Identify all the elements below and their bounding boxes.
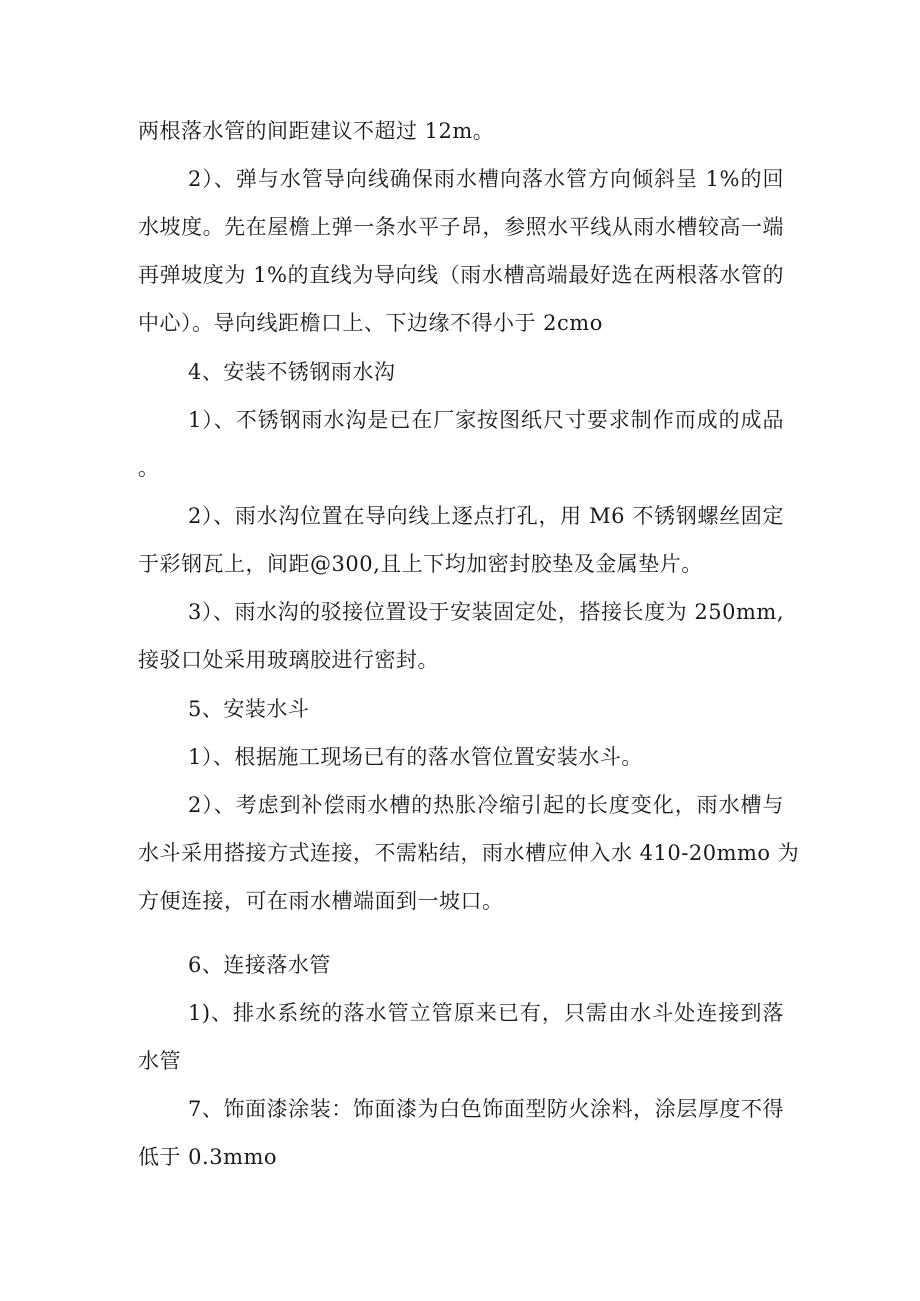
text-line: 水斗采用搭接方式连接，不需粘结，雨水槽应伸入水 410-20mmo 为 [138, 841, 800, 865]
text-line: 3）、雨水沟的驳接位置设于安装固定处，搭接长度为 250mm, [188, 600, 784, 624]
text-line: 中心）。导向线距檐口上、下边缘不得小于 2cmo [138, 311, 603, 335]
text-line: 再弹坡度为 1%的直线为导向线（雨水槽高端最好选在两根落水管的 [138, 263, 784, 287]
text-line: 于彩钢瓦上，间距@300,且上下均加密封胶垫及金属垫片。 [138, 552, 703, 576]
text-line: 2）、雨水沟位置在导向线上逐点打孔，用 M6 不锈钢螺丝固定 [188, 504, 784, 528]
text-line: 水坡度。先在屋檐上弹一条水平子昂，参照水平线从雨水槽较高一端 [138, 215, 784, 239]
text-line: 2）、考虑到补偿雨水槽的热胀冷缩引起的长度变化，雨水槽与 [188, 793, 784, 817]
text-line: 1）、根据施工现场已有的落水管位置安装水斗。 [188, 745, 643, 769]
text-line: 7、饰面漆涂装：饰面漆为白色饰面型防火涂料，涂层厚度不得 [188, 1097, 784, 1121]
text-line: 方便连接，可在雨水槽端面到一坡口。 [138, 889, 504, 913]
text-line: 。 [138, 456, 160, 480]
text-line: 两根落水管的间距建议不超过 12m。 [138, 119, 495, 143]
text-line: 1）、不锈钢雨水沟是已在厂家按图纸尺寸要求制作而成的成品 [188, 408, 784, 432]
text-line: 2）、弹与水管导向线确保雨水槽向落水管方向倾斜呈 1%的回 [188, 167, 784, 191]
text-line: 1)、排水系统的落水管立管原来已有，只需由水斗处连接到落 [188, 1001, 784, 1025]
text-line: 低于 0.3mmo [138, 1145, 278, 1169]
section-heading: 6、连接落水管 [188, 953, 331, 977]
text-line: 水管 [138, 1049, 181, 1073]
section-heading: 5、安装水斗 [188, 697, 310, 721]
section-heading: 4、安装不锈钢雨水沟 [188, 360, 396, 384]
text-line: 接驳口处采用玻璃胶进行密封。 [138, 648, 439, 672]
